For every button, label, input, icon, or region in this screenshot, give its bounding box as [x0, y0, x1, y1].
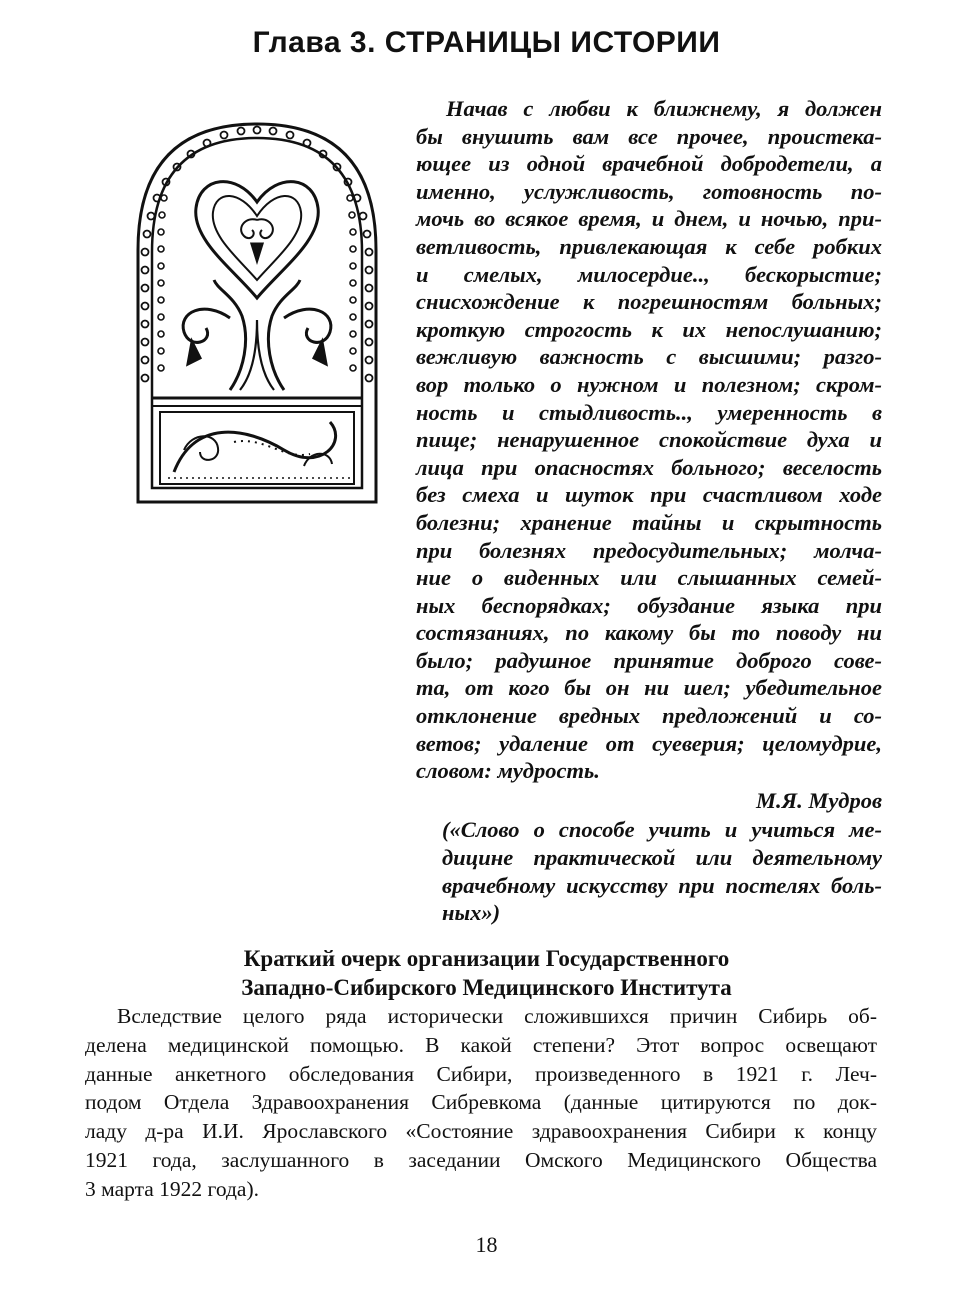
epigraph-line: ветов; удаление от суеверия; целомудрие, [416, 730, 882, 756]
section-heading-line: Западно-Сибирского Медицинского Института [241, 975, 732, 1000]
epigraph-line: ность и стыдливость.., умеренность в [416, 399, 882, 425]
epigraph-line: мочь во всякое время, и днем, и ночью, при- [416, 206, 882, 232]
epigraph-line: состязаниях, по какому бы то поводу ни [416, 620, 882, 646]
epigraph-line: болезни; хранение тайны и скрытность [416, 509, 882, 535]
source-line: дицине практической или деятельному [442, 845, 882, 871]
body-line: Вследствие целого ряда исторически сложившихся причин Сибирь об- [117, 1004, 877, 1028]
body-line: делена медицинской помощью. В какой степени? Этот вопрос освещают [85, 1032, 877, 1057]
chapter-title: Глава 3. СТРАНИЦЫ ИСТОРИИ [252, 26, 721, 59]
body-line: ладу д-ра И.И. Ярославского «Состояние здравоохранения Сибири к концу [85, 1119, 877, 1144]
epigraph-line: бы внушить вам все прочее, проистека- [416, 123, 882, 149]
body-line: 1921 года, заслушанного в заседании Омского Медицинского Общества [85, 1147, 877, 1172]
epigraph-line: ных беспорядках; обуздание языка при [416, 592, 882, 618]
page-number: 18 [475, 1232, 498, 1257]
epigraph-line: ющее из одной врачебной добродетели, а [416, 151, 882, 177]
section-heading [0, 944, 973, 1002]
epigraph-line: Начав с любви к ближнему, я должен [446, 96, 882, 121]
epigraph-line: отклонение вредных предложений и со- [416, 703, 882, 729]
epigraph-line: лица при опасностях больного; веселость [416, 454, 882, 480]
epigraph [416, 95, 882, 927]
body-paragraph [85, 1002, 877, 1204]
epigraph-line: именно, услужливость, готовность по- [416, 178, 882, 204]
epigraph-line: снисхождение к погрешностям больных; [416, 289, 882, 315]
epigraph-line: словом: мудрость. [416, 758, 600, 784]
epigraph-author: М.Я. Мудров [755, 787, 882, 813]
source-line: врачебному искусству при постелях боль- [442, 872, 882, 898]
epigraph-line: вежливую важность с высшими; разго- [416, 344, 882, 370]
epigraph-line: та, от кого бы он ни шел; убедительное [416, 675, 882, 701]
source-line: («Слово о способе учить и учиться ме- [442, 817, 882, 843]
folk-heart-tree-ornament-icon [134, 120, 380, 506]
epigraph-line: вор только о нужном и полезном; скром- [416, 371, 882, 397]
epigraph-line: и смелых, милосердие.., бескорыстие; [416, 261, 882, 287]
body-line: 3 марта 1922 года). [85, 1176, 259, 1201]
body-line: данные анкетного обследования Сибири, произведенного в 1921 г. Леч- [85, 1061, 877, 1086]
epigraph-line: при болезнях предосудительных; молча- [416, 537, 882, 563]
epigraph-line: было; радушное принятие доброго сове- [416, 647, 882, 673]
epigraph-line: без смеха и шуток при счастливом ходе [416, 482, 882, 508]
epigraph-line: ние о виденных или слышанных семей- [416, 565, 882, 591]
epigraph-line: пище; ненарушенное спокойствие духа и [416, 427, 882, 453]
epigraph-source [416, 816, 882, 926]
section-heading-line: Краткий очерк организации Государственного [243, 946, 730, 971]
body-line: подом Отдела Здравоохранения Сибревкома (данные цитируются по док- [85, 1090, 877, 1115]
epigraph-line: кроткую строгость к их непослушанию; [416, 316, 882, 342]
source-line: ных») [442, 900, 501, 926]
epigraph-line: ветливость, привлекающая к себе робких [416, 233, 882, 259]
